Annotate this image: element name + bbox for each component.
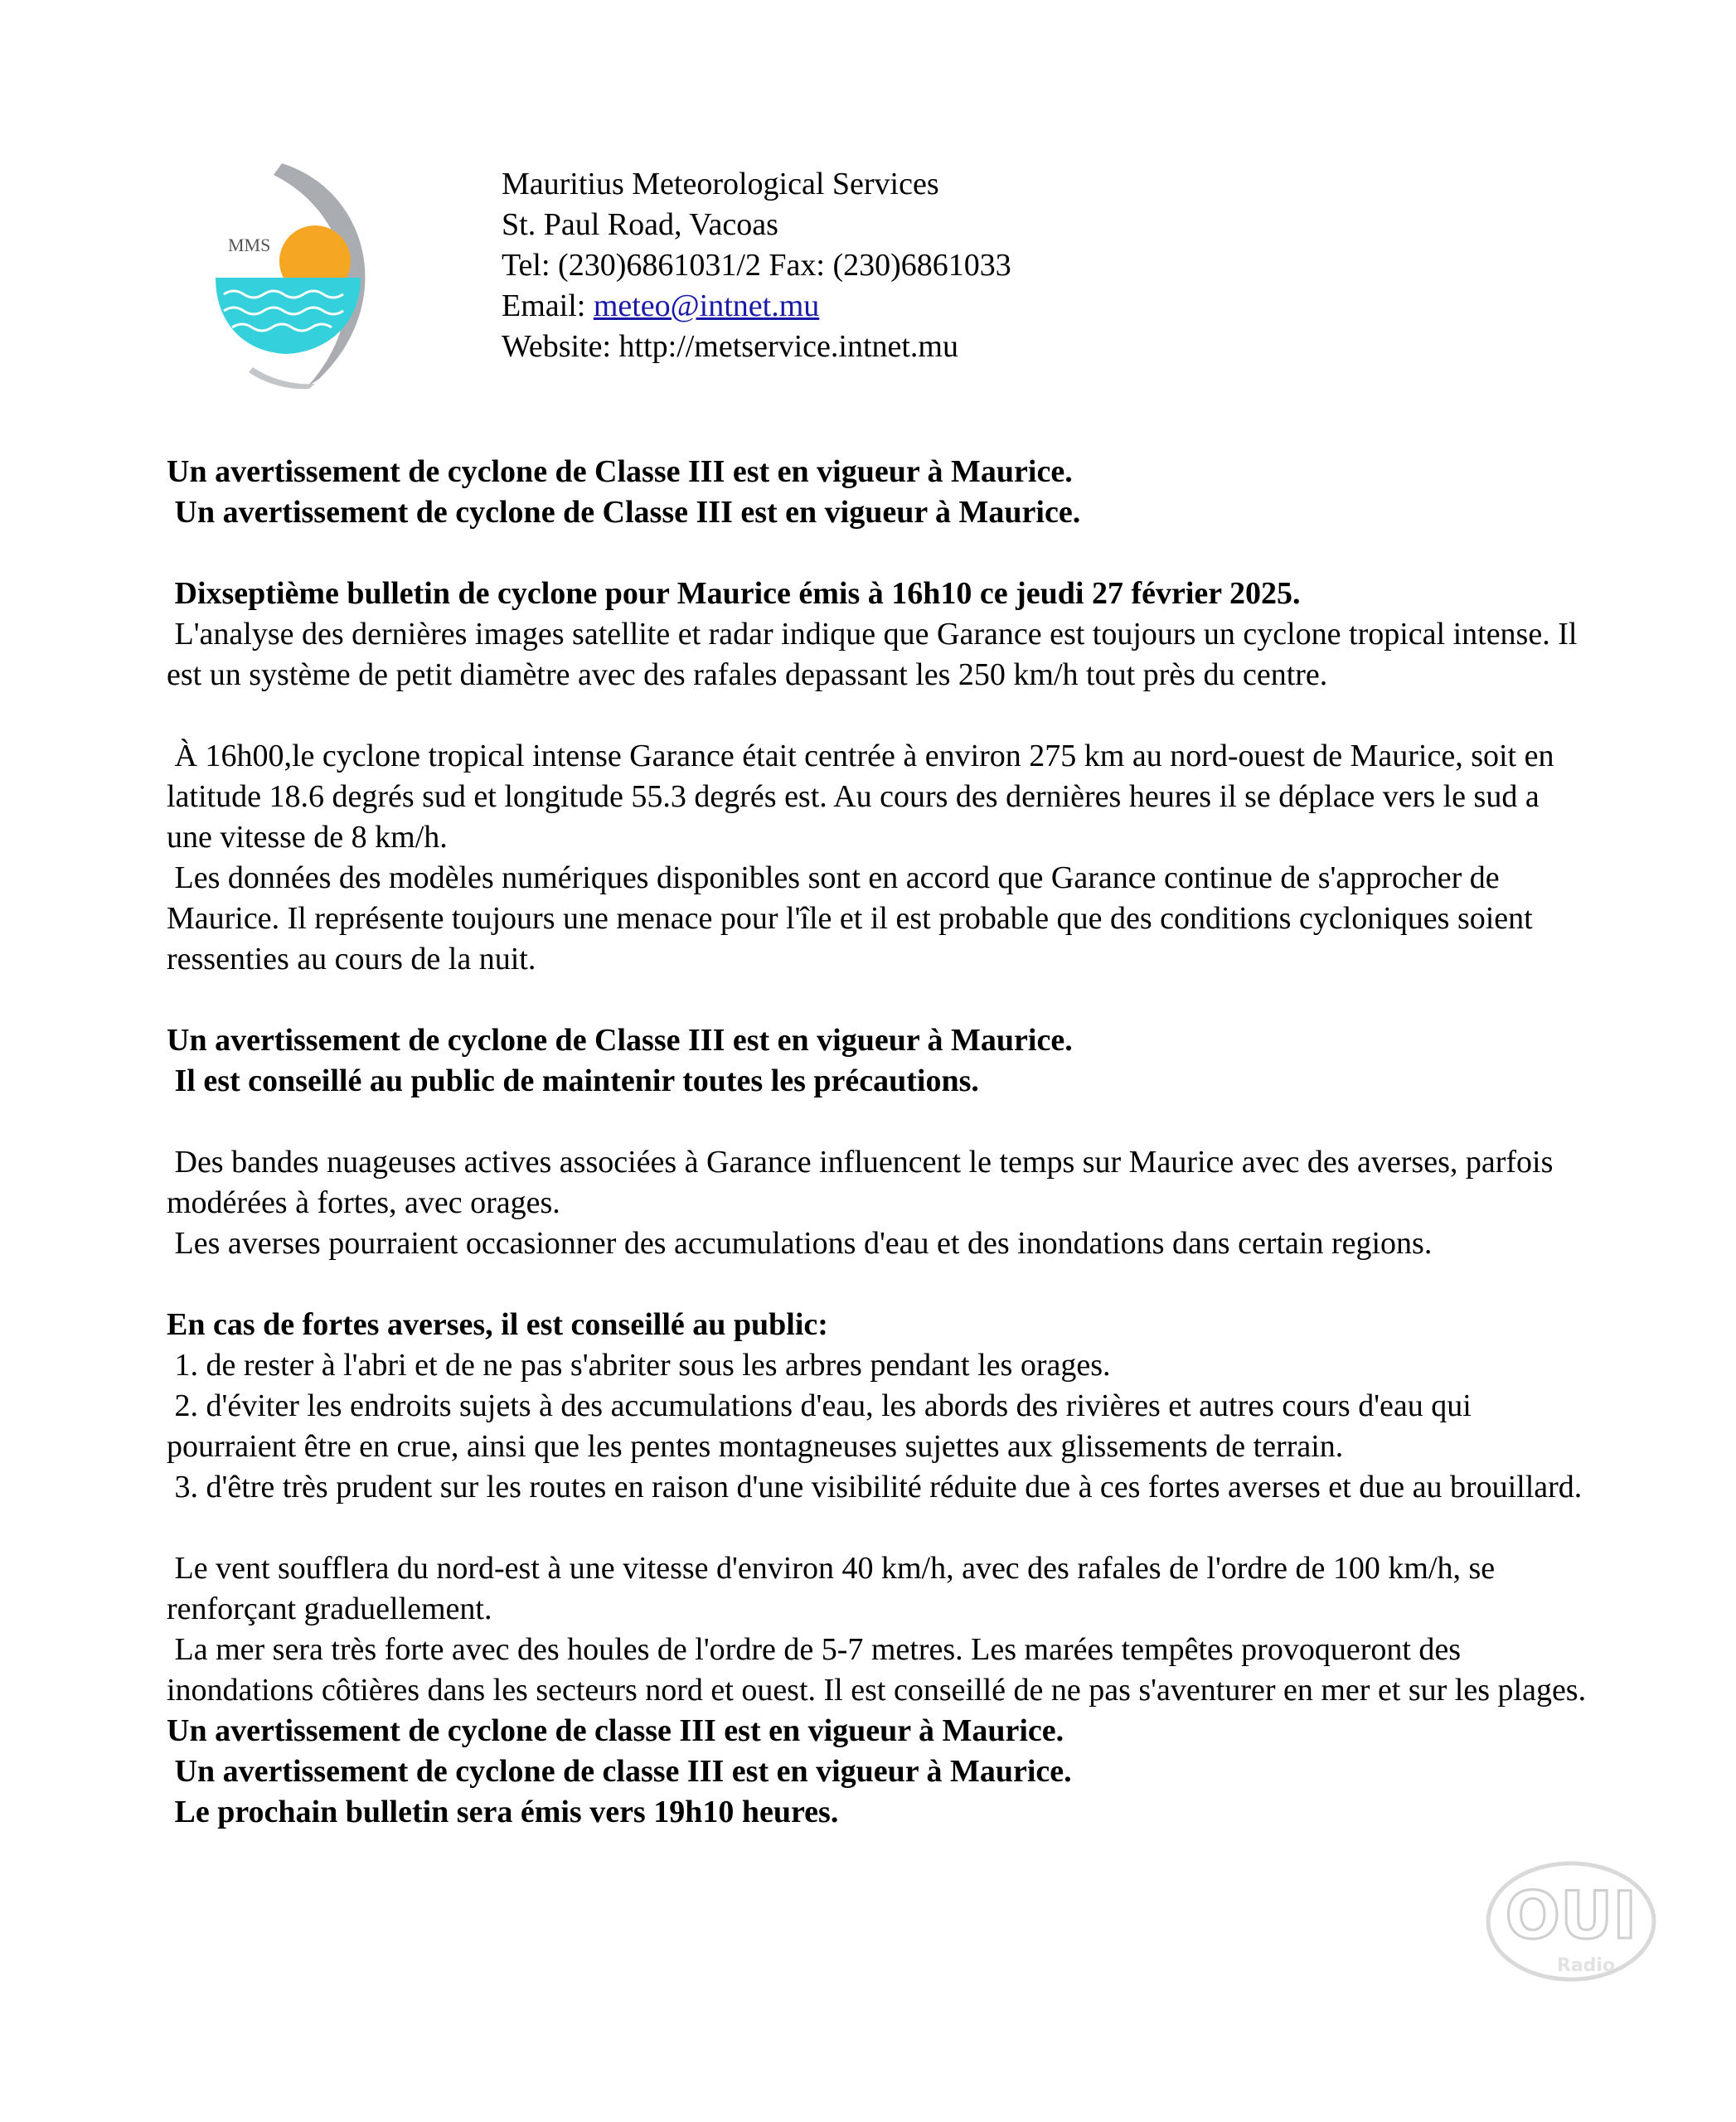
letterhead <box>502 164 1011 367</box>
bulletin-title: Dixseptième bulletin de cyclone pour Maurice émis à 16h10 ce jeudi 27 février 2025. <box>167 576 1301 611</box>
mms-logo <box>203 162 381 390</box>
advice-item: 1. de rester à l'abri et de ne pas s'abriter sous les arbres pendant les orages. <box>167 1348 1111 1383</box>
oui-radio-watermark-icon <box>1480 1855 1662 1988</box>
watermark-sub: Radio <box>1556 1955 1616 1976</box>
address: St. Paul Road, Vacoas <box>502 207 778 242</box>
analysis-paragraph: L'analyse des dernières images satellite et radar indique que Garance est toujours un cyclone tropical intense. Il est un système de petit diamètre avec des rafales depassant les 250 km/h tout près du centre. <box>167 617 1585 692</box>
warning-heading: Un avertissement de cyclone de classe III est en vigueur à Maurice. <box>167 1754 1072 1789</box>
tel-fax: Tel: (230)6861031/2 Fax: (230)6861033 <box>502 248 1011 283</box>
advice-item: 2. d'éviter les endroits sujets à des accumulations d'eau, les abords des rivières et autres cours d'eau qui pourraient être en crue, ainsi que les pentes montagneuses sujettes aux glissements de terrain. <box>167 1388 1480 1464</box>
warning-heading: Un avertissement de cyclone de Classe III est en vigueur à Maurice. <box>167 454 1073 489</box>
email-line <box>502 286 1011 327</box>
bulletin-body <box>167 452 1593 1833</box>
position-paragraph: À 16h00,le cyclone tropical intense Garance était centrée à environ 275 km au nord-ouest de Maurice, soit en latitude 18.6 degrés sud et longitude 55.3 degrés est. Au cours des dernières heures il se déplace vers le sud a une vitesse de 8 km/h. <box>167 739 1562 855</box>
warning-heading: Un avertissement de cyclone de Classe III est en vigueur à Maurice. <box>167 1023 1073 1058</box>
precautions-heading: Il est conseillé au public de maintenir toutes les précautions. <box>167 1063 979 1098</box>
organization-name: Mauritius Meteorological Services <box>502 167 939 201</box>
advice-item: 3. d'être très prudent sur les routes en raison d'une visibilité réduite due à ces fortes averses et due au brouillard. <box>167 1470 1583 1504</box>
warning-heading: Un avertissement de cyclone de classe III est en vigueur à Maurice. <box>167 1713 1064 1748</box>
website: Website: http://metservice.intnet.mu <box>502 329 958 364</box>
wind-paragraph: Le vent soufflera du nord-est à une vitesse d'environ 40 km/h, avec des rafales de l'ordre de 100 km/h, se renforçant graduellement. <box>167 1551 1503 1626</box>
advice-heading: En cas de fortes averses, il est conseillé au public: <box>167 1307 828 1342</box>
flooding-paragraph: Les averses pourraient occasionner des accumulations d'eau et des inondations dans certain regions. <box>167 1226 1433 1261</box>
sea-paragraph: La mer sera très forte avec des houles de l'ordre de 5-7 metres. Les marées tempêtes provoqueront des inondations côtières dans les secteurs nord et ouest. Il est conseillé de ne pas s'aventurer en mer et sur les plages. <box>167 1632 1587 1708</box>
logo-text: MMS <box>228 235 271 255</box>
email-label: Email: <box>502 288 594 323</box>
warning-heading: Un avertissement de cyclone de Classe III est en vigueur à Maurice. <box>167 495 1081 530</box>
models-paragraph: Les données des modèles numériques disponibles sont en accord que Garance continue de s'approcher de Maurice. Il représente toujours une menace pour l'île et il est probable que des conditions cycloniques soient ressenties au cours de la nuit. <box>167 860 1541 976</box>
next-bulletin: Le prochain bulletin sera émis vers 19h10 heures. <box>167 1795 839 1829</box>
email-link[interactable]: meteo@intnet.mu <box>593 288 820 323</box>
watermark-brand: OUI <box>1505 1879 1637 1954</box>
cloud-bands-paragraph: Des bandes nuageuses actives associées à Garance influencent le temps sur Maurice avec des averses, parfois modérées à fortes, avec orages. <box>167 1145 1561 1220</box>
